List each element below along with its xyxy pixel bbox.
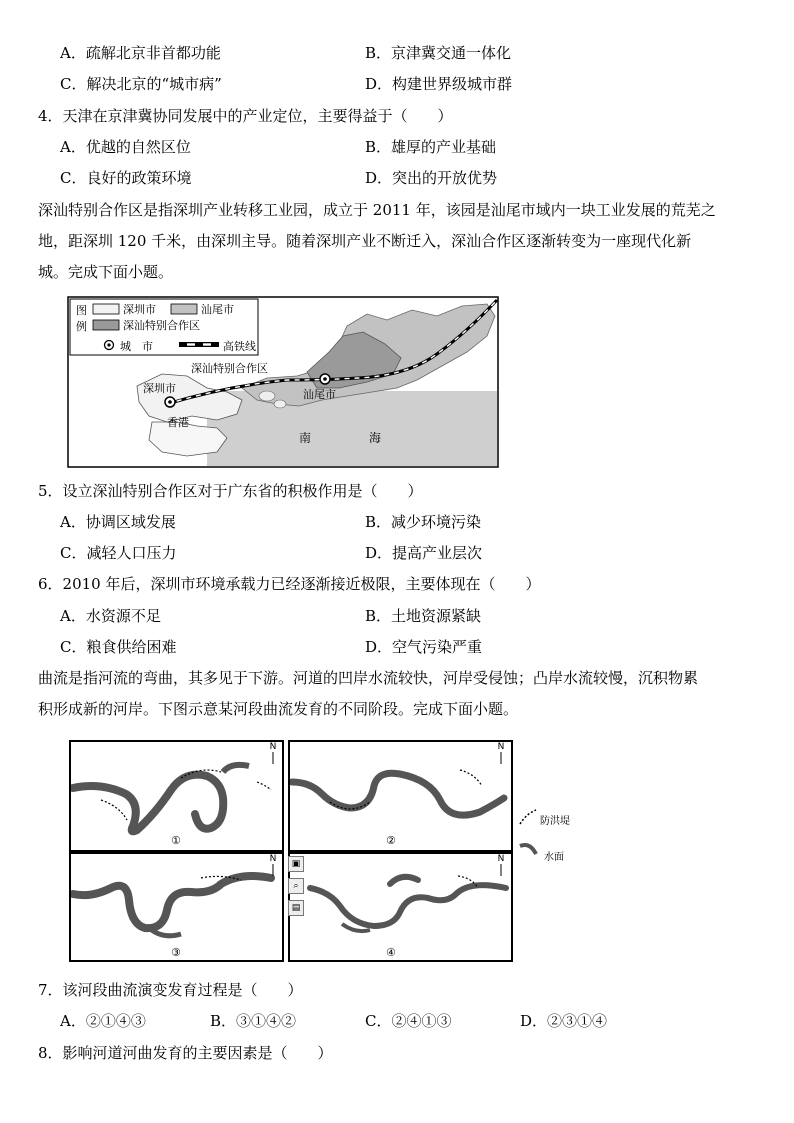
panel-2-number: ②: [386, 834, 396, 847]
legend-title-1: 图: [76, 304, 87, 317]
panel-3-number: ③: [171, 946, 181, 959]
q3-option-d: D．构建世界级城市群: [365, 75, 513, 93]
q5-option-a: A．协调区域发展: [60, 513, 176, 531]
meander-panel-1: [69, 740, 284, 852]
q5-option-b: B．减少环境污染: [365, 513, 482, 531]
q7-stem: 7．该河段曲流演变发育过程是（ ）: [38, 981, 303, 999]
q4-option-d: D．突出的开放优势: [365, 169, 498, 187]
q4-option-c: C．良好的政策环境: [60, 169, 192, 187]
north-arrow-3: N: [269, 854, 277, 864]
q6-option-b: B．土地资源紧缺: [365, 607, 482, 625]
q3-option-b: B．京津冀交通一体化: [365, 44, 512, 62]
q5-option-d: D．提高产业层次: [365, 544, 483, 562]
q5-option-c: C．减轻人口压力: [60, 544, 177, 562]
q3-option-c: C．解决北京的“城市病”: [60, 75, 222, 93]
q4-option-a: A．优越的自然区位: [60, 138, 191, 156]
label-hongkong: 香港: [167, 416, 189, 429]
q6-option-c: C．粮食供给困难: [60, 638, 177, 656]
image-edit-icon[interactable]: ▣: [288, 856, 304, 872]
legend-shanwei: 汕尾市: [201, 303, 234, 316]
passage2-line1: 曲流是指河流的弯曲，其多见于下游。河道的凹岸水流较快，河岸受侵蚀；凸岸水流较慢，沉积物累: [38, 669, 699, 687]
legend-city: 城 市: [120, 340, 153, 353]
legend-zone: 深汕特别合作区: [123, 319, 200, 332]
label-shanwei: 汕尾市: [303, 388, 336, 401]
legend-rail: 高铁线: [223, 340, 256, 353]
label-shenzhen: 深圳市: [143, 382, 176, 395]
q3-option-a: A．疏解北京非首都功能: [60, 44, 221, 62]
passage2-line2: 积形成新的河岸。下图示意某河段曲流发育的不同阶段。完成下面小题。: [38, 700, 519, 718]
passage1-line2: 地，距深圳 120 千米，由深圳主导。随着深圳产业不断迁入，深汕合作区逐渐转变为一座现代化新: [38, 232, 692, 250]
q7-option-d: D．②③①④: [520, 1012, 608, 1030]
q6-option-a: A．水资源不足: [60, 607, 161, 625]
legend-shenzhen: 深圳市: [123, 303, 156, 316]
sea-area: [207, 391, 497, 466]
shenshan-map: [67, 296, 499, 468]
meander-drawing-4: [290, 854, 511, 960]
meander-panel-3: [69, 852, 284, 962]
river-legend-drawing: [516, 806, 540, 866]
meander-panel-4: [288, 852, 513, 962]
q7-option-b: B．③①④②: [210, 1012, 297, 1030]
q5-stem: 5．设立深汕特别合作区对于广东省的积极作用是（ ）: [38, 482, 423, 500]
legend-levee: 防洪堤: [540, 816, 570, 827]
q7-option-a: A．②①④③: [60, 1012, 146, 1030]
q6-option-d: D．空气污染严重: [365, 638, 483, 656]
legend-title-2: 例: [76, 320, 87, 333]
legend-water: 水面: [544, 852, 564, 863]
passage1-line1: 深汕特别合作区是指深圳产业转移工业园，成立于 2011 年，该园是汕尾市域内一块工业发展的荒芜之: [38, 201, 716, 219]
levee-legend-icon: [520, 810, 536, 824]
meander-panel-2: [288, 740, 513, 852]
label-nan: 南: [299, 431, 312, 445]
label-hai: 海: [369, 431, 382, 445]
zoom-icon[interactable]: ⌕: [288, 878, 304, 894]
meander-drawing-3: [71, 854, 282, 960]
q7-option-c: C．②④①③: [365, 1012, 452, 1030]
q8-stem: 8．影响河道河曲发育的主要因素是（ ）: [38, 1044, 333, 1062]
meander-drawing-2: [290, 742, 511, 850]
north-arrow-2: N: [497, 742, 505, 752]
panel-1-number: ①: [171, 834, 181, 847]
q6-stem: 6．2010 年后，深圳市环境承载力已经逐渐接近极限，主要体现在（ ）: [38, 575, 541, 593]
north-arrow-4: N: [497, 854, 505, 864]
panel-4-number: ④: [386, 946, 396, 959]
water-legend-icon: [520, 845, 536, 854]
q4-option-b: B．雄厚的产业基础: [365, 138, 497, 156]
north-arrow-1: N: [269, 742, 277, 752]
print-icon[interactable]: ▤: [288, 900, 304, 916]
passage1-line3: 城。完成下面小题。: [38, 263, 174, 281]
label-zone: 深汕特别合作区: [191, 362, 268, 375]
q4-stem: 4．天津在京津冀协同发展中的产业定位，主要得益于（ ）: [38, 107, 453, 125]
